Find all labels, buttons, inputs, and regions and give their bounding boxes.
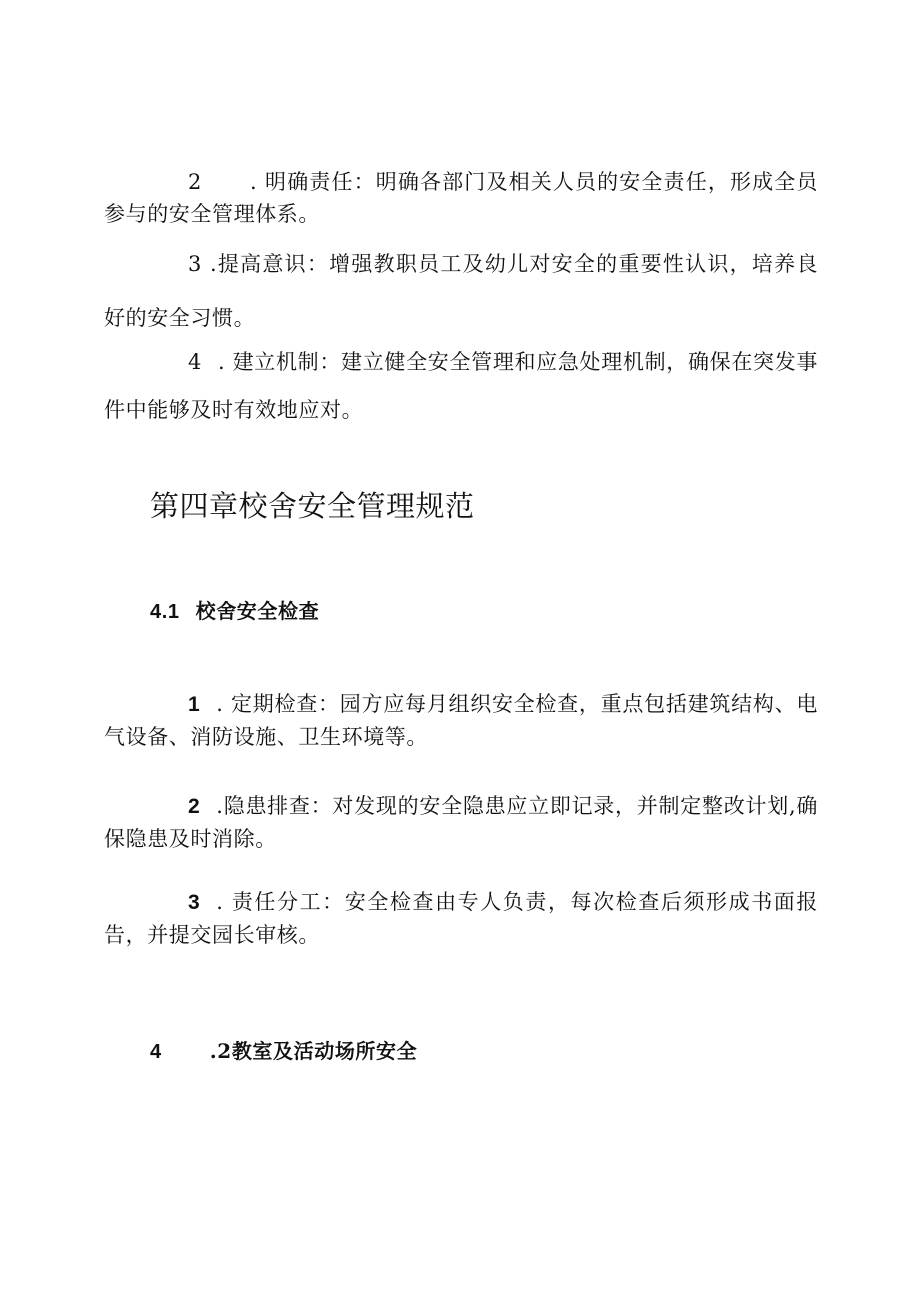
list-item <box>104 237 818 345</box>
item-text: . 定期检查：园方应每月组织安全检查，重点包括建筑结构、电气设备、消防设施、卫生环境等。 <box>104 692 818 749</box>
item-number: 2 <box>188 170 202 194</box>
item-number: 2 <box>188 795 201 818</box>
item-number: 3 <box>188 252 202 276</box>
list-item <box>104 790 818 855</box>
item-text: .提高意识：增强教职员工及幼儿对安全的重要性认识，培养良好的安全习惯。 <box>104 252 818 330</box>
list-item <box>104 338 818 434</box>
chapter-title: 第四章校舍安全管理规范 <box>150 489 475 523</box>
item-number: 1 <box>188 693 201 716</box>
item-text: . 责任分工：安全检查由专人负责，每次检查后须形成书面报告，并提交园长审核。 <box>104 890 818 947</box>
section-number: 4 <box>150 1041 162 1063</box>
list-item <box>104 166 818 230</box>
section-title: 校舍安全检查 <box>195 599 320 623</box>
item-number: 3 <box>188 891 201 914</box>
section-heading <box>150 1036 417 1067</box>
section-title: .2教室及活动场所安全 <box>209 1039 418 1063</box>
item-text: .隐患排查：对发现的安全隐患应立即记录，并制定整改计划,确保隐患及时消除。 <box>104 794 818 851</box>
item-number: 4 <box>188 350 202 374</box>
list-item <box>104 886 818 951</box>
item-text: . 建立机制：建立健全安全管理和应急处理机制，确保在突发事件中能够及时有效地应对。 <box>104 350 818 422</box>
item-text: . 明确责任：明确各部门及相关人员的安全责任，形成全员参与的安全管理体系。 <box>104 170 818 226</box>
section-number: 4.1 <box>150 601 180 623</box>
list-item <box>104 688 818 753</box>
section-heading <box>150 596 319 627</box>
